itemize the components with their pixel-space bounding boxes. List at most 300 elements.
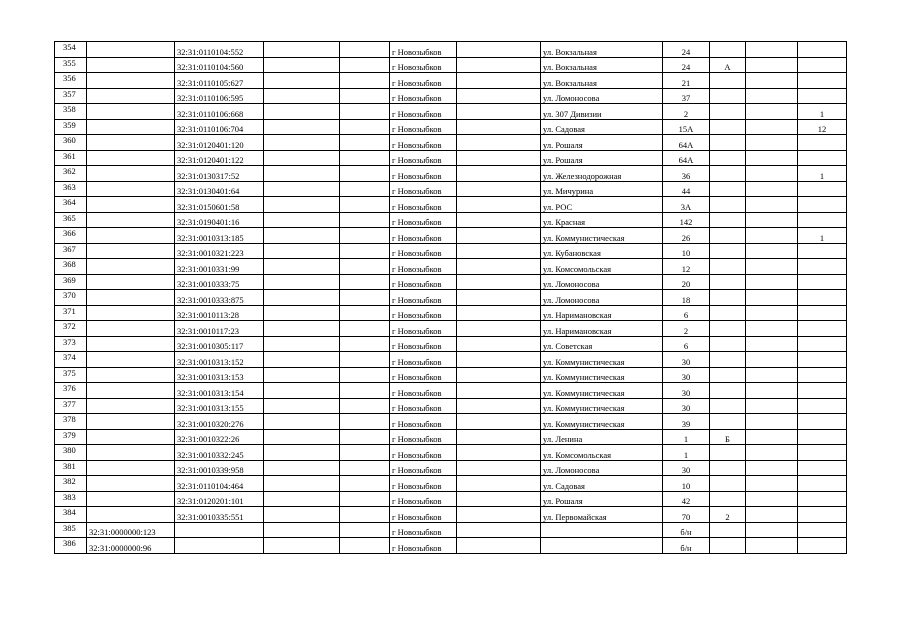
table-row bbox=[55, 73, 847, 89]
building-cadastral-number-cell: 32:31:0010305:117 bbox=[175, 336, 264, 352]
table-row bbox=[55, 538, 847, 554]
cadastral-number-cell bbox=[87, 491, 175, 507]
building-cadastral-number-cell: 32:31:0110106:595 bbox=[175, 88, 264, 104]
empty-cell bbox=[746, 150, 798, 166]
street-cell: ул. 307 Дивизии bbox=[541, 104, 663, 120]
apartment-cell bbox=[798, 491, 847, 507]
table-row bbox=[55, 398, 847, 414]
house-number-cell: 6 bbox=[663, 305, 710, 321]
street-cell: ул. Комсомольская bbox=[541, 445, 663, 461]
house-number-cell: 1 bbox=[663, 445, 710, 461]
empty-cell bbox=[457, 507, 541, 523]
street-cell: ул. Ломоносова bbox=[541, 460, 663, 476]
row-number-cell: 386 bbox=[55, 538, 87, 554]
building-letter-cell bbox=[710, 460, 746, 476]
empty-cell bbox=[457, 181, 541, 197]
empty-cell bbox=[340, 166, 390, 182]
table-row bbox=[55, 522, 847, 538]
table-row bbox=[55, 336, 847, 352]
building-letter-cell bbox=[710, 290, 746, 306]
building-letter-cell bbox=[710, 119, 746, 135]
empty-cell bbox=[264, 491, 340, 507]
empty-cell bbox=[746, 274, 798, 290]
street-cell: ул. Коммунистическая bbox=[541, 352, 663, 368]
empty-cell bbox=[264, 104, 340, 120]
cadastral-number-cell bbox=[87, 135, 175, 151]
empty-cell bbox=[264, 460, 340, 476]
empty-cell bbox=[264, 135, 340, 151]
empty-cell bbox=[264, 166, 340, 182]
row-number-cell: 371 bbox=[55, 305, 87, 321]
empty-cell bbox=[746, 398, 798, 414]
building-cadastral-number-cell: 32:31:0010333:75 bbox=[175, 274, 264, 290]
table-row bbox=[55, 88, 847, 104]
apartment-cell bbox=[798, 305, 847, 321]
street-cell: ул. Первомайская bbox=[541, 507, 663, 523]
street-cell: ул. Вокзальная bbox=[541, 73, 663, 89]
house-number-cell: 10 bbox=[663, 476, 710, 492]
building-cadastral-number-cell: 32:31:0130401:64 bbox=[175, 181, 264, 197]
row-number-cell: 383 bbox=[55, 491, 87, 507]
building-cadastral-number-cell: 32:31:0010313:155 bbox=[175, 398, 264, 414]
empty-cell bbox=[457, 491, 541, 507]
cadastral-number-cell bbox=[87, 398, 175, 414]
empty-cell bbox=[746, 259, 798, 275]
empty-cell bbox=[340, 538, 390, 554]
empty-cell bbox=[457, 73, 541, 89]
city-cell: г Новозыбков bbox=[390, 414, 457, 430]
cadastral-number-cell: 32:31:0000000:96 bbox=[87, 538, 175, 554]
row-number-cell: 366 bbox=[55, 228, 87, 244]
row-number-cell: 379 bbox=[55, 429, 87, 445]
apartment-cell bbox=[798, 150, 847, 166]
building-cadastral-number-cell: 32:31:0010322:26 bbox=[175, 429, 264, 445]
street-cell: ул. Железнодорожная bbox=[541, 166, 663, 182]
building-cadastral-number-cell: 32:31:0150601:58 bbox=[175, 197, 264, 213]
row-number-cell: 364 bbox=[55, 197, 87, 213]
cadastral-number-cell bbox=[87, 445, 175, 461]
table-row bbox=[55, 414, 847, 430]
row-number-cell: 359 bbox=[55, 119, 87, 135]
empty-cell bbox=[457, 383, 541, 399]
empty-cell bbox=[746, 367, 798, 383]
building-cadastral-number-cell: 32:31:0110106:668 bbox=[175, 104, 264, 120]
cadastral-number-cell bbox=[87, 119, 175, 135]
house-number-cell: 37 bbox=[663, 88, 710, 104]
cadastral-number-cell bbox=[87, 429, 175, 445]
cadastral-number-cell bbox=[87, 305, 175, 321]
apartment-cell bbox=[798, 336, 847, 352]
empty-cell bbox=[746, 305, 798, 321]
cadastral-number-cell bbox=[87, 352, 175, 368]
empty-cell bbox=[457, 538, 541, 554]
building-letter-cell bbox=[710, 212, 746, 228]
city-cell: г Новозыбков bbox=[390, 383, 457, 399]
apartment-cell bbox=[798, 367, 847, 383]
table-row bbox=[55, 491, 847, 507]
apartment-cell bbox=[798, 321, 847, 337]
table-row bbox=[55, 305, 847, 321]
row-number-cell: 372 bbox=[55, 321, 87, 337]
empty-cell bbox=[746, 212, 798, 228]
empty-cell bbox=[340, 228, 390, 244]
empty-cell bbox=[746, 491, 798, 507]
cadastral-number-cell bbox=[87, 259, 175, 275]
house-number-cell: 36 bbox=[663, 166, 710, 182]
empty-cell bbox=[264, 507, 340, 523]
cadastral-number-cell bbox=[87, 104, 175, 120]
empty-cell bbox=[340, 336, 390, 352]
empty-cell bbox=[264, 243, 340, 259]
street-cell: ул. Рошаля bbox=[541, 150, 663, 166]
building-letter-cell bbox=[710, 305, 746, 321]
house-number-cell: 12 bbox=[663, 259, 710, 275]
apartment-cell bbox=[798, 414, 847, 430]
cadastral-number-cell bbox=[87, 57, 175, 73]
row-number-cell: 376 bbox=[55, 383, 87, 399]
house-number-cell: 2 bbox=[663, 104, 710, 120]
cadastral-number-cell bbox=[87, 88, 175, 104]
empty-cell bbox=[457, 445, 541, 461]
empty-cell bbox=[340, 429, 390, 445]
building-letter-cell bbox=[710, 491, 746, 507]
street-cell: ул. Коммунистическая bbox=[541, 398, 663, 414]
empty-cell bbox=[746, 135, 798, 151]
empty-cell bbox=[340, 150, 390, 166]
row-number-cell: 369 bbox=[55, 274, 87, 290]
street-cell: ул. Коммунистическая bbox=[541, 383, 663, 399]
apartment-cell bbox=[798, 88, 847, 104]
row-number-cell: 377 bbox=[55, 398, 87, 414]
city-cell: г Новозыбков bbox=[390, 367, 457, 383]
apartment-cell bbox=[798, 57, 847, 73]
building-letter-cell bbox=[710, 445, 746, 461]
empty-cell bbox=[264, 150, 340, 166]
street-cell: ул. Кубановская bbox=[541, 243, 663, 259]
empty-cell bbox=[457, 104, 541, 120]
document-table-container bbox=[54, 41, 846, 554]
street-cell: ул. Советская bbox=[541, 336, 663, 352]
building-cadastral-number-cell: 32:31:0010313:185 bbox=[175, 228, 264, 244]
cadastral-number-cell bbox=[87, 150, 175, 166]
row-number-cell: 360 bbox=[55, 135, 87, 151]
empty-cell bbox=[746, 522, 798, 538]
empty-cell bbox=[746, 57, 798, 73]
city-cell: г Новозыбков bbox=[390, 243, 457, 259]
city-cell: г Новозыбков bbox=[390, 197, 457, 213]
street-cell: ул. Садовая bbox=[541, 119, 663, 135]
row-number-cell: 370 bbox=[55, 290, 87, 306]
apartment-cell bbox=[798, 429, 847, 445]
empty-cell bbox=[457, 290, 541, 306]
empty-cell bbox=[457, 57, 541, 73]
street-cell: ул. Наримановская bbox=[541, 305, 663, 321]
empty-cell bbox=[264, 274, 340, 290]
empty-cell bbox=[457, 429, 541, 445]
empty-cell bbox=[746, 166, 798, 182]
row-number-cell: 368 bbox=[55, 259, 87, 275]
empty-cell bbox=[264, 398, 340, 414]
empty-cell bbox=[746, 321, 798, 337]
building-cadastral-number-cell: 32:31:0010113:28 bbox=[175, 305, 264, 321]
building-letter-cell bbox=[710, 228, 746, 244]
empty-cell bbox=[264, 290, 340, 306]
table-row bbox=[55, 367, 847, 383]
city-cell: г Новозыбков bbox=[390, 538, 457, 554]
house-number-cell: 15А bbox=[663, 119, 710, 135]
empty-cell bbox=[264, 476, 340, 492]
table-row bbox=[55, 259, 847, 275]
cadastral-number-cell bbox=[87, 321, 175, 337]
building-letter-cell bbox=[710, 135, 746, 151]
empty-cell bbox=[340, 414, 390, 430]
empty-cell bbox=[746, 228, 798, 244]
building-cadastral-number-cell: 32:31:0110104:552 bbox=[175, 42, 264, 58]
table-row bbox=[55, 429, 847, 445]
empty-cell bbox=[457, 259, 541, 275]
empty-cell bbox=[340, 507, 390, 523]
table-row bbox=[55, 166, 847, 182]
empty-cell bbox=[457, 398, 541, 414]
apartment-cell bbox=[798, 212, 847, 228]
table-row bbox=[55, 476, 847, 492]
empty-cell bbox=[340, 57, 390, 73]
table-body bbox=[55, 42, 847, 554]
empty-cell bbox=[457, 212, 541, 228]
empty-cell bbox=[340, 522, 390, 538]
house-number-cell: 20 bbox=[663, 274, 710, 290]
cadastral-number-cell bbox=[87, 507, 175, 523]
empty-cell bbox=[340, 274, 390, 290]
house-number-cell: 1 bbox=[663, 429, 710, 445]
row-number-cell: 378 bbox=[55, 414, 87, 430]
empty-cell bbox=[457, 367, 541, 383]
empty-cell bbox=[746, 352, 798, 368]
empty-cell bbox=[457, 166, 541, 182]
apartment-cell bbox=[798, 42, 847, 58]
empty-cell bbox=[340, 73, 390, 89]
street-cell: ул. Ломоносова bbox=[541, 290, 663, 306]
empty-cell bbox=[340, 398, 390, 414]
house-number-cell: 18 bbox=[663, 290, 710, 306]
street-cell: ул. Ленина bbox=[541, 429, 663, 445]
building-cadastral-number-cell: 32:31:0120201:101 bbox=[175, 491, 264, 507]
city-cell: г Новозыбков bbox=[390, 352, 457, 368]
empty-cell bbox=[340, 460, 390, 476]
apartment-cell bbox=[798, 181, 847, 197]
empty-cell bbox=[340, 243, 390, 259]
city-cell: г Новозыбков bbox=[390, 476, 457, 492]
empty-cell bbox=[457, 352, 541, 368]
empty-cell bbox=[457, 228, 541, 244]
cadastral-number-cell bbox=[87, 73, 175, 89]
empty-cell bbox=[340, 135, 390, 151]
row-number-cell: 355 bbox=[55, 57, 87, 73]
building-letter-cell bbox=[710, 321, 746, 337]
house-number-cell: 64А bbox=[663, 135, 710, 151]
building-letter-cell: А bbox=[710, 57, 746, 73]
empty-cell bbox=[264, 321, 340, 337]
apartment-cell bbox=[798, 507, 847, 523]
cadastral-number-cell bbox=[87, 181, 175, 197]
empty-cell bbox=[264, 181, 340, 197]
cadastral-number-cell bbox=[87, 212, 175, 228]
empty-cell bbox=[746, 73, 798, 89]
apartment-cell bbox=[798, 538, 847, 554]
building-cadastral-number-cell: 32:31:0010331:99 bbox=[175, 259, 264, 275]
empty-cell bbox=[264, 352, 340, 368]
building-cadastral-number-cell: 32:31:0010313:154 bbox=[175, 383, 264, 399]
row-number-cell: 375 bbox=[55, 367, 87, 383]
cadastral-number-cell bbox=[87, 476, 175, 492]
empty-cell bbox=[340, 119, 390, 135]
building-cadastral-number-cell: 32:31:0010335:551 bbox=[175, 507, 264, 523]
city-cell: г Новозыбков bbox=[390, 259, 457, 275]
row-number-cell: 365 bbox=[55, 212, 87, 228]
row-number-cell: 357 bbox=[55, 88, 87, 104]
apartment-cell: 1 bbox=[798, 166, 847, 182]
house-number-cell: 64А bbox=[663, 150, 710, 166]
empty-cell bbox=[746, 243, 798, 259]
street-cell: ул. Садовая bbox=[541, 476, 663, 492]
table-row bbox=[55, 57, 847, 73]
house-number-cell: 10 bbox=[663, 243, 710, 259]
empty-cell bbox=[457, 197, 541, 213]
empty-cell bbox=[457, 476, 541, 492]
empty-cell bbox=[340, 476, 390, 492]
city-cell: г Новозыбков bbox=[390, 460, 457, 476]
city-cell: г Новозыбков bbox=[390, 42, 457, 58]
cadastral-number-cell: 32:31:0000000:123 bbox=[87, 522, 175, 538]
row-number-cell: 382 bbox=[55, 476, 87, 492]
empty-cell bbox=[340, 491, 390, 507]
row-number-cell: 356 bbox=[55, 73, 87, 89]
empty-cell bbox=[746, 507, 798, 523]
empty-cell bbox=[264, 73, 340, 89]
table-row bbox=[55, 507, 847, 523]
house-number-cell: 6 bbox=[663, 336, 710, 352]
street-cell: ул. Мичурина bbox=[541, 181, 663, 197]
cadastral-number-cell bbox=[87, 290, 175, 306]
empty-cell bbox=[457, 88, 541, 104]
cadastral-number-cell bbox=[87, 228, 175, 244]
cadastral-number-cell bbox=[87, 336, 175, 352]
house-number-cell: 24 bbox=[663, 57, 710, 73]
building-letter-cell bbox=[710, 73, 746, 89]
city-cell: г Новозыбков bbox=[390, 57, 457, 73]
building-cadastral-number-cell: 32:31:0190401:16 bbox=[175, 212, 264, 228]
street-cell: ул. Вокзальная bbox=[541, 57, 663, 73]
city-cell: г Новозыбков bbox=[390, 166, 457, 182]
cadastral-number-cell bbox=[87, 243, 175, 259]
city-cell: г Новозыбков bbox=[390, 491, 457, 507]
empty-cell bbox=[340, 352, 390, 368]
street-cell: ул. Вокзальная bbox=[541, 42, 663, 58]
empty-cell bbox=[457, 42, 541, 58]
table-row bbox=[55, 243, 847, 259]
empty-cell bbox=[457, 119, 541, 135]
apartment-cell bbox=[798, 445, 847, 461]
empty-cell bbox=[264, 197, 340, 213]
street-cell: ул. Коммунистическая bbox=[541, 228, 663, 244]
empty-cell bbox=[340, 88, 390, 104]
row-number-cell: 380 bbox=[55, 445, 87, 461]
empty-cell bbox=[340, 104, 390, 120]
city-cell: г Новозыбков bbox=[390, 181, 457, 197]
apartment-cell bbox=[798, 398, 847, 414]
empty-cell bbox=[264, 429, 340, 445]
empty-cell bbox=[457, 336, 541, 352]
building-cadastral-number-cell: 32:31:0010313:152 bbox=[175, 352, 264, 368]
building-letter-cell bbox=[710, 476, 746, 492]
building-letter-cell: Б bbox=[710, 429, 746, 445]
table-row bbox=[55, 383, 847, 399]
table-row bbox=[55, 42, 847, 58]
row-number-cell: 374 bbox=[55, 352, 87, 368]
house-number-cell: 42 bbox=[663, 491, 710, 507]
cadastral-number-cell bbox=[87, 42, 175, 58]
building-letter-cell bbox=[710, 197, 746, 213]
empty-cell bbox=[340, 42, 390, 58]
empty-cell bbox=[264, 57, 340, 73]
building-cadastral-number-cell: 32:31:0110105:627 bbox=[175, 73, 264, 89]
row-number-cell: 354 bbox=[55, 42, 87, 58]
empty-cell bbox=[264, 336, 340, 352]
empty-cell bbox=[746, 460, 798, 476]
building-letter-cell bbox=[710, 414, 746, 430]
empty-cell bbox=[264, 538, 340, 554]
house-number-cell: 44 bbox=[663, 181, 710, 197]
empty-cell bbox=[340, 305, 390, 321]
empty-cell bbox=[264, 42, 340, 58]
house-number-cell: 21 bbox=[663, 73, 710, 89]
table-row bbox=[55, 104, 847, 120]
city-cell: г Новозыбков bbox=[390, 290, 457, 306]
row-number-cell: 363 bbox=[55, 181, 87, 197]
empty-cell bbox=[746, 290, 798, 306]
building-cadastral-number-cell: 32:31:0110106:704 bbox=[175, 119, 264, 135]
building-cadastral-number-cell: 32:31:0010313:153 bbox=[175, 367, 264, 383]
empty-cell bbox=[264, 119, 340, 135]
city-cell: г Новозыбков bbox=[390, 119, 457, 135]
street-cell: ул. РОС bbox=[541, 197, 663, 213]
building-cadastral-number-cell: 32:31:0010339:958 bbox=[175, 460, 264, 476]
apartment-cell bbox=[798, 522, 847, 538]
city-cell: г Новозыбков bbox=[390, 88, 457, 104]
street-cell: ул. Ломоносова bbox=[541, 88, 663, 104]
row-number-cell: 362 bbox=[55, 166, 87, 182]
cadastral-number-cell bbox=[87, 460, 175, 476]
row-number-cell: 385 bbox=[55, 522, 87, 538]
apartment-cell bbox=[798, 383, 847, 399]
building-cadastral-number-cell bbox=[175, 538, 264, 554]
empty-cell bbox=[746, 429, 798, 445]
house-number-cell: 2 bbox=[663, 321, 710, 337]
building-cadastral-number-cell: 32:31:0110104:464 bbox=[175, 476, 264, 492]
house-number-cell: 30 bbox=[663, 398, 710, 414]
house-number-cell: 142 bbox=[663, 212, 710, 228]
empty-cell bbox=[340, 321, 390, 337]
empty-cell bbox=[746, 414, 798, 430]
apartment-cell bbox=[798, 460, 847, 476]
empty-cell bbox=[746, 336, 798, 352]
empty-cell bbox=[340, 383, 390, 399]
building-letter-cell bbox=[710, 181, 746, 197]
empty-cell bbox=[457, 321, 541, 337]
apartment-cell: 1 bbox=[798, 104, 847, 120]
table-row bbox=[55, 228, 847, 244]
row-number-cell: 367 bbox=[55, 243, 87, 259]
